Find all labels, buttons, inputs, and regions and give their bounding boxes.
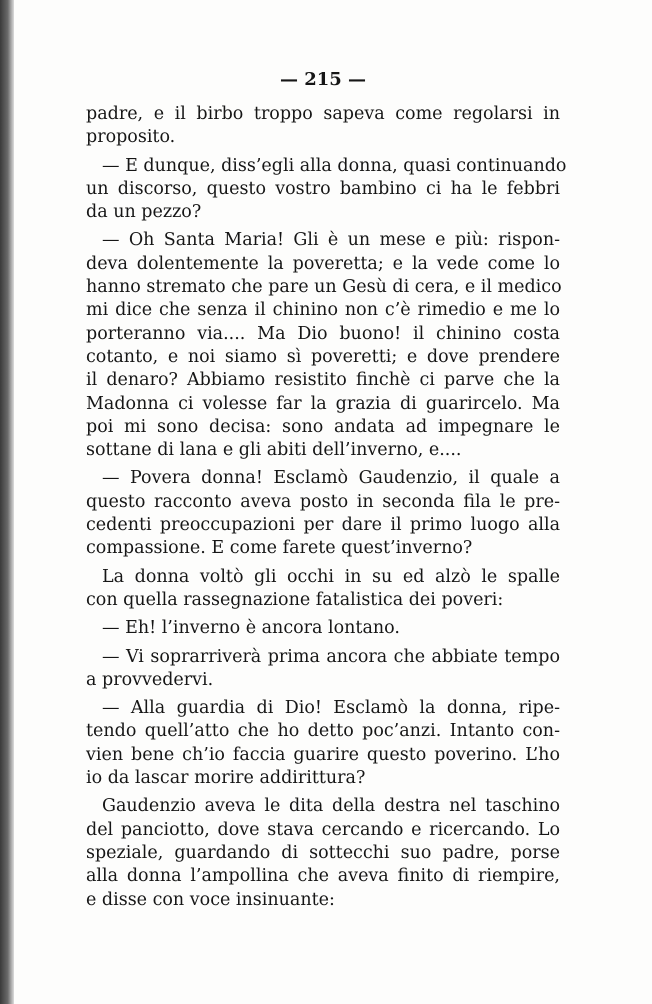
- page-number: — 215 —: [279, 69, 367, 90]
- text-line: — Alla guardia di Dio! Esclamò la donna, ripe-: [102, 698, 560, 719]
- paragraph: [86, 795, 560, 911]
- text-line: da un pezzo?: [86, 202, 202, 223]
- text-line: hanno stremato che pare un Gesù di cera, e il medico: [86, 277, 562, 298]
- text-line: deva dolentemente la poveretta; e la vede come lo: [86, 253, 560, 274]
- paragraph: [86, 646, 560, 693]
- text-line: il denaro? Abbiamo resistito finchè ci parve che la: [86, 370, 560, 391]
- text-line: e disse con voce insinuante:: [86, 889, 335, 910]
- text-line: La donna voltò gli occhi in su ed alzò le spalle: [102, 566, 560, 587]
- paragraph: [86, 467, 560, 560]
- text-line: sottane di lana e gli abiti dell’inverno, e....: [86, 440, 462, 461]
- text-line: porteranno via.... Ma Dio buono! il chinino costa: [86, 323, 560, 344]
- paragraph-list: [86, 103, 567, 912]
- text-line: del panciotto, dove stava cercando e ricercando. Lo: [86, 819, 560, 840]
- text-line: con quella rassegnazione fatalistica dei poveri:: [86, 589, 504, 610]
- text-line: tendo quell’atto che ho detto poc’anzi. Intanto con-: [86, 721, 560, 742]
- paragraph: [86, 617, 560, 640]
- paragraph: [86, 229, 560, 462]
- text-line: proposito.: [86, 127, 176, 148]
- text-line: cotanto, e noi siamo sì poveretti; e dove prendere: [86, 346, 560, 367]
- paragraph: [86, 103, 560, 150]
- text-line: — Oh Santa Maria! Gli è un mese e più: rispon-: [102, 230, 560, 251]
- text-line: speziale, guardando di sottecchi suo padre, porse: [86, 842, 560, 863]
- paragraph: [86, 697, 560, 790]
- text-line: mi dice che senza il chinino non c’è rimedio e me lo: [86, 300, 560, 321]
- text-line: io da lascar morire addirittura?: [86, 768, 366, 789]
- text-line: — Vi soprarriverà prima ancora che abbiate tempo: [102, 646, 560, 667]
- text-line: — Eh! l’inverno è ancora lontano.: [102, 618, 400, 639]
- text-line: Gaudenzio aveva le dita della destra nel taschino: [102, 796, 560, 817]
- paragraph: [86, 566, 560, 613]
- text-line: vien bene ch’io faccia guarire questo poverino. L’ho: [86, 744, 560, 765]
- text-line: padre, e il birbo troppo sapeva come regolarsi in: [86, 104, 560, 124]
- text-line: — E dunque, diss’egli alla donna, quasi continuando: [102, 155, 567, 176]
- book-spine-shadow: [0, 0, 14, 1004]
- paragraph: [86, 155, 567, 225]
- text-line: questo racconto aveva posto in seconda fila le pre-: [86, 491, 560, 512]
- text-line: Madonna ci volesse far la grazia di guarircelo. Ma: [86, 393, 560, 414]
- text-line: poi mi sono decisa: sono andata ad impegnare le: [86, 416, 560, 437]
- text-line: cedenti preoccupazioni per dare il primo luogo alla: [86, 515, 560, 536]
- page-text-block: [86, 67, 567, 912]
- text-line: a provvedervi.: [86, 669, 214, 690]
- text-line: — Povera donna! Esclamò Gaudenzio, il quale a: [102, 468, 560, 489]
- text-line: compassione. E come farete quest’inverno?: [86, 538, 473, 559]
- text-line: un discorso, questo vostro bambino ci ha le febbri: [86, 178, 560, 199]
- text-line: alla donna l’ampollina che aveva finito di riempire,: [86, 866, 560, 887]
